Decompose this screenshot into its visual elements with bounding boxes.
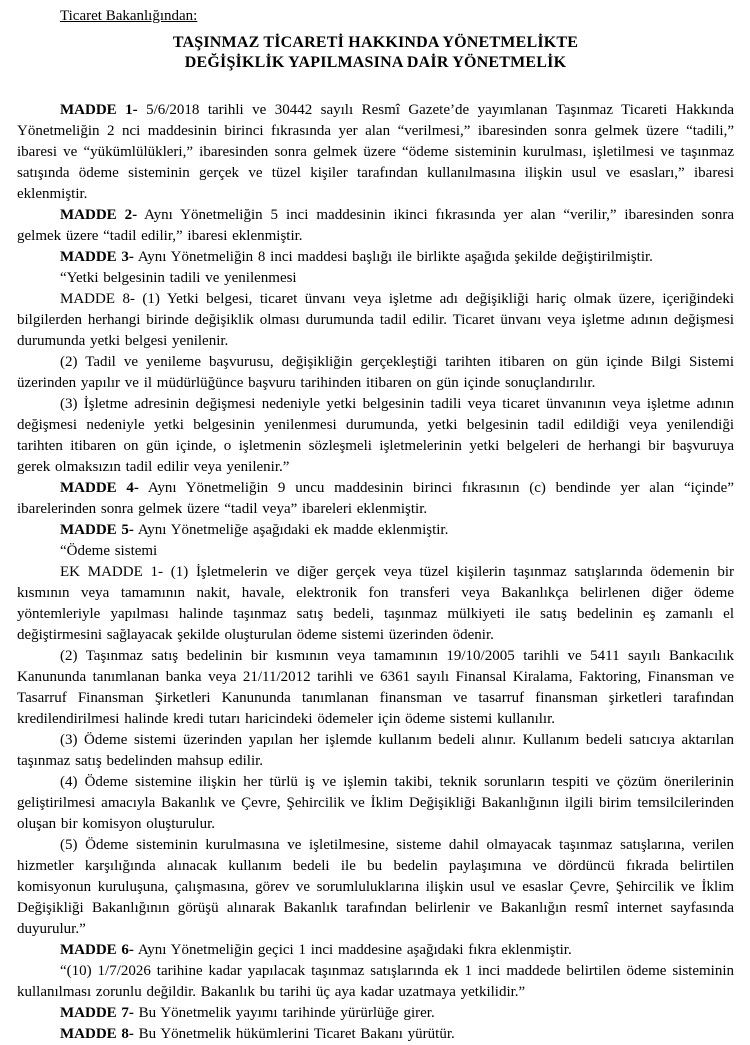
paragraph — [17, 562, 734, 646]
regulation-body — [17, 100, 734, 1045]
paragraph — [17, 835, 734, 940]
paragraph — [17, 646, 734, 730]
paragraph-text: Aynı Yönetmeliğe aşağıdaki ek madde eklenmiştir. — [137, 522, 449, 538]
paragraph — [17, 352, 734, 394]
paragraph-text: Aynı Yönetmeliğin 8 inci maddesi başlığı ile birlikte aşağıda şekilde değiştirilmiştir. — [137, 249, 653, 265]
paragraph-text: MADDE 8- (1) Yetki belgesi, ticaret ünvanı veya işletme adı değişikliği hariç olmak üzere, içeriğindeki bilgilerden herhangi birinde değişiklik olması durumunda tadil edilir. Ticaret ünvanı veya işletme adının değişmesi durumunda yetki belgesi yenilenir. — [17, 291, 734, 349]
paragraph-text: Bu Yönetmelik hükümlerini Ticaret Bakanı yürütür. — [138, 1026, 455, 1042]
paragraph-text: Aynı Yönetmeliğin 9 uncu maddesinin birinci fıkrasının (c) bendinde yer alan “içinde” ibarelerinden sonra gelmek üzere “tadil veya” ibareleri eklenmiştir. — [17, 480, 734, 517]
paragraph — [17, 541, 734, 562]
paragraph — [17, 478, 734, 520]
regulation-title — [17, 33, 734, 73]
regulation-title-line-1: TAŞINMAZ TİCARETİ HAKKINDA YÖNETMELİKTE — [172, 34, 579, 51]
paragraph-text: Aynı Yönetmeliğin geçici 1 inci maddesine aşağıdaki fıkra eklenmiştir. — [137, 942, 572, 958]
paragraph — [17, 730, 734, 772]
paragraph-text: (3) Ödeme sistemi üzerinden yapılan her işlemde kullanım bedeli alınır. Kullanım bedeli satıcıya aktarılan taşınmaz satış bedelinden mahsup edilir. — [17, 732, 734, 769]
paragraph — [17, 268, 734, 289]
paragraph — [17, 1003, 734, 1024]
paragraph-text: (5) Ödeme sisteminin kurulmasına ve işletilmesine, sisteme dahil olmayacak taşınmaz satışlarına, verilen hizmetler karşılığında alınacak kullanım bedeli ile bu bedelin paylaşımına ve dördüncü fıkrada belirtilen komisyonun kuruluşuna, çalışmasına, görev ve sorumluluklarına ilişkin usul ve esaslar Çevre, Şehircilik ve İklim Değişikliği Bakanlığının görüşü alınarak Bakanlık tarafından belirlenir ve Bakanlığın resmî internet sayfasında duyurulur.” — [17, 837, 734, 937]
issuing-ministry: Ticaret Bakanlığından: — [60, 8, 198, 24]
paragraph-text: “Ödeme sistemi — [60, 543, 158, 559]
paragraph-text: 5/6/2018 tarihli ve 30442 sayılı Resmî Gazete’de yayımlanan Taşınmaz Ticareti Hakkında Yönetmeliğin 2 nci maddesinin birinci fıkrasında yer alan “verilmesi,” ibaresinden sonra gelmek üzere “tadili,” ibaresi ve “yükümlülükleri,” ibaresinden sonra gelmek üzere “ödeme sisteminin kurulması, işletilmesi ve taşınmaz satışında ödeme sisteminin gerçek ve tüzel kişiler tarafından kullanılmasına ilişkin usul ve esasları,” ibaresi eklenmiştir. — [17, 102, 735, 202]
paragraph — [17, 100, 734, 205]
madde-label: MADDE 5- — [60, 522, 134, 538]
paragraph-text: Bu Yönetmelik yayımı tarihinde yürürlüğe girer. — [138, 1005, 435, 1021]
paragraph-text: EK MADDE 1- (1) İşletmelerin ve diğer gerçek veya tüzel kişilerin taşınmaz satışlarında ödemenin bir kısmının veya tamamının nakit, havale, elektronik fon transferi veya Bakanlıkça belirlenen diğer ödeme yöntemleriyle yapılması halinde taşınmaz satış bedeli, taşınmaz mülkiyeti ile satış bedelinin eş zamanlı el değiştirmesini sağlayacak şekilde oluşturulan ödeme sistemi üzerinden ödenir. — [17, 564, 734, 643]
madde-label: MADDE 8- — [60, 1026, 134, 1042]
paragraph — [17, 1024, 734, 1045]
paragraph — [17, 940, 734, 961]
paragraph — [17, 205, 734, 247]
paragraph — [17, 520, 734, 541]
madde-label: MADDE 4- — [60, 480, 139, 496]
madde-label: MADDE 1- — [60, 102, 138, 118]
paragraph — [17, 961, 734, 1003]
regulation-title-line-2: DEĞİŞİKLİK YAPILMASINA DAİR YÖNETMELİK — [184, 54, 567, 71]
paragraph-text: (3) İşletme adresinin değişmesi nedeniyle yetki belgesinin tadili veya ticaret ünvanının veya işletme adının değişmesi nedeniyle yetki belgesinin yenilenmesi durumunda, yetki belgesinin tadil edildiği veya yenilendiği tarihten itibaren on gün içinde, o işletmenin sözleşmeli işletmelerinin yetki belgeleri de herhangi bir başvuruya gerek olmaksızın tadil edilir veya yenilenir.” — [17, 396, 734, 475]
paragraph-text: Aynı Yönetmeliğin 5 inci maddesinin ikinci fıkrasında yer alan “verilir,” ibaresinden sonra gelmek üzere “tadil edilir,” ibaresi eklenmiştir. — [17, 207, 734, 244]
issuer-line-wrap — [17, 6, 734, 27]
paragraph-text: “(10) 1/7/2026 tarihine kadar yapılacak taşınmaz satışlarında ek 1 inci maddede belirtilen ödeme sisteminin kullanılması zorunlu değildir. Bakanlık bu tarihi üç aya kadar uzatmaya yetkilidir.” — [17, 963, 734, 1000]
madde-label: MADDE 3- — [60, 249, 134, 265]
madde-label: MADDE 6- — [60, 942, 134, 958]
paragraph-text: (2) Taşınmaz satış bedelinin bir kısmının veya tamamının 19/10/2005 tarihli ve 5411 sayılı Bankacılık Kanununda tanımlanan banka veya 21/11/2012 tarihli ve 6361 sayılı Finansal Kiralama, Faktoring, Finansman ve Tasarruf Finansman Şirketleri Kanununda tanımlanan finansman ve tasarruf finansman şirketleri tarafından kredilendirilmesi halinde kredi tutarı haricindeki ödemeler için ödeme sistemi kullanılır. — [17, 648, 734, 727]
madde-label: MADDE 7- — [60, 1005, 134, 1021]
madde-label: MADDE 2- — [60, 207, 138, 223]
paragraph — [17, 772, 734, 835]
paragraph — [17, 289, 734, 352]
paragraph-text: (2) Tadil ve yenileme başvurusu, değişikliğin gerçekleştiği tarihten itibaren on gün içinde Bilgi Sistemi üzerinden yapılır ve il müdürlüğünce başvuru tarihinden itibaren on gün içinde sonuçlandırılır. — [17, 354, 734, 391]
paragraph — [17, 394, 734, 478]
paragraph-text: “Yetki belgesinin tadili ve yenilenmesi — [60, 270, 297, 286]
paragraph — [17, 247, 734, 268]
paragraph-text: (4) Ödeme sistemine ilişkin her türlü iş ve işlemin takibi, teknik sorunların tespiti ve çözüm önerilerinin geliştirilmesi amacıyla Bakanlık ve Çevre, Şehircilik ve İklim Değişikliği Bakanlığının ilgili birim temsilcilerinden oluşan bir komisyon oluşturulur. — [17, 774, 734, 832]
